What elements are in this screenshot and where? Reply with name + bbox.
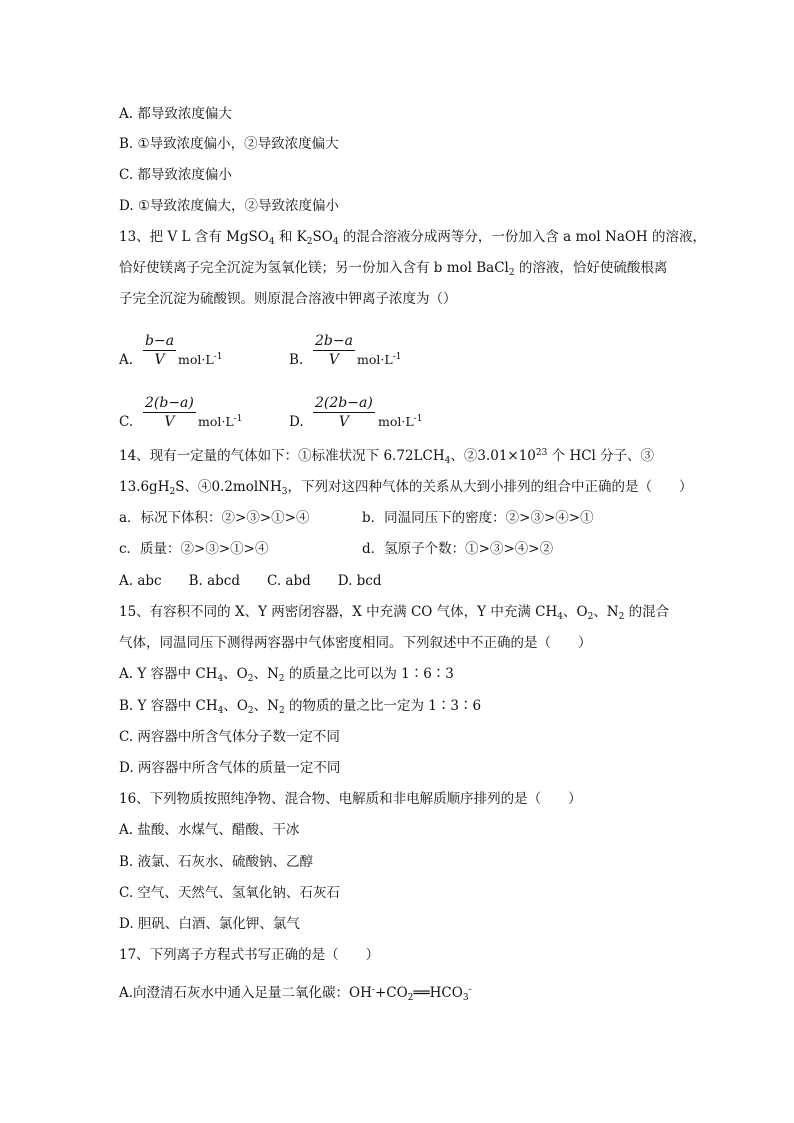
q15-option-b: B. Y 容器中 $CH_4$、$O_2$、$N_2$ 的物质的量之比一定为 1∶3∶6	[119, 698, 482, 716]
q12-option-a: A. 都导致浓度偏大	[119, 106, 232, 122]
q16-option-c: C. 空气、天然气、氢氧化钠、石灰石	[119, 885, 340, 901]
fraction: $\frac{b-a}{V}$	[145, 333, 175, 368]
q13-options-row1	[119, 324, 679, 368]
q15-option-a: A. Y 容器中 $CH_4$、$O_2$、$N_2$ 的质量之比可以为 1∶6∶3	[119, 666, 454, 684]
unit: $mol\cdot L^{-1}$	[357, 352, 402, 367]
q15-stem-line1: 15、有容积不同的 X、Y 两密闭容器，X 中充满 CO 气体，Y 中充满 $CH_4$、$O_2$、$N_2$ 的混合	[119, 604, 670, 622]
q16-option-a: A. 盐酸、水煤气、醋酸、干冰	[119, 822, 300, 838]
unit: $mol\cdot L^{-1}$	[198, 414, 243, 429]
q14-item-b: b．同温同压下的密度：②>③>④>①	[362, 510, 594, 526]
q16-option-b: B. 液氯、石灰水、硫酸钠、乙醇	[119, 854, 314, 870]
q14-item-a: a．标况下体积：②>③>①>④	[119, 510, 310, 526]
q16-stem: 16、下列物质按照纯净物、混合物、电解质和非电解质顺序排列的是（ ）	[119, 791, 582, 807]
q14-item-c: c．质量：②>③>①>④	[119, 541, 269, 557]
q17-stem: 17、下列离子方程式书写正确的是（ ）	[119, 947, 380, 963]
q13-option-a: A. $\frac{b-a}{V}$ $mol\cdot L^{-1}$	[119, 333, 223, 368]
q17-option-a: A.向澄清石灰水中通入足量二氧化碳：$OH^-+CO_2══HCO_3^-$	[119, 985, 472, 1003]
q12-option-b: B. ①导致浓度偏小，②导致浓度偏大	[119, 136, 339, 152]
unit: $mol\cdot L^{-1}$	[178, 352, 223, 367]
q15-option-c: C. 两容器中所含气体分子数一定不同	[119, 729, 340, 745]
q13-option-c: C. $\frac{2(b-a)}{V}$ $mol\cdot L^{-1}$	[119, 395, 243, 430]
q13-stem-line1: 13、把 V L 含有 MgSO$_4$ 和 $K_2SO_4$ 的混合溶液分成两等分，一份加入含 a mol NaOH 的溶液，	[119, 229, 706, 247]
q13-options-row2	[119, 386, 679, 430]
q14-item-d: d．氢原子个数：①>③>④>②	[362, 541, 554, 557]
q15-option-d: D. 两容器中所含气体的质量一定不同	[119, 760, 341, 776]
q16-option-d: D. 胆矾、白酒、氯化钾、氯气	[119, 916, 300, 932]
q12-option-c: C. 都导致浓度偏小	[119, 167, 232, 183]
unit: $mol\cdot L^{-1}$	[378, 414, 423, 429]
fraction: $\frac{2b-a}{V}$	[315, 333, 353, 368]
q13-stem-line2: 恰好使镁离子完全沉淀为氢氧化镁；另一份加入含有 b mol BaCl$_2$ 的溶液，恰好使硫酸根离	[119, 260, 668, 278]
q14-stem-line2: $13.6gH_2S$、④0.2molNH$_3$，下列对这四种气体的关系从大到小排列的组合中正确的是（ ）	[119, 479, 693, 497]
q15-stem-line2: 气体，同温同压下测得两容器中气体密度相同。下列叙述中不正确的是（ ）	[119, 635, 592, 651]
q13-option-b: B. $\frac{2b-a}{V}$ $mol\cdot L^{-1}$	[289, 333, 402, 368]
q13-stem-line3: 子完全沉淀为硫酸钡。则原混合溶液中钾离子浓度为（）	[119, 291, 457, 307]
q14-stem-line1: 14、现有一定量的气体如下：①标准状况下 $6.72LCH_4$、$②3.01\times 10^{23}$ 个 HCl 分子、③	[119, 448, 655, 466]
q14-choices: A. abc B. abcd C. abd D. bcd	[119, 573, 382, 589]
fraction: $\frac{2(2b-a)}{V}$	[315, 395, 373, 430]
q12-option-d: D. ①导致浓度偏大，②导致浓度偏小	[119, 198, 340, 214]
fraction: $\frac{2(b-a)}{V}$	[145, 395, 194, 430]
q13-option-d: D. $\frac{2(2b-a)}{V}$ $mol\cdot L^{-1}$	[289, 395, 423, 430]
